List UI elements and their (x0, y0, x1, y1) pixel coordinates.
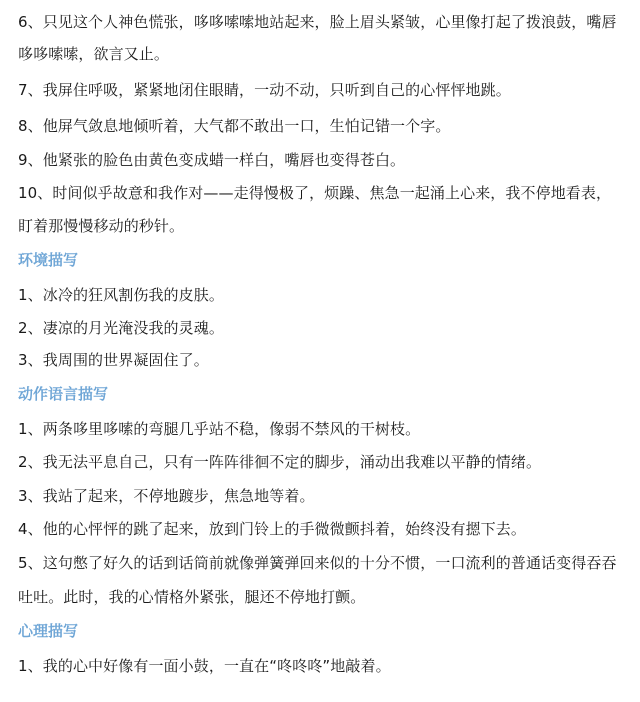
env-item-3: 3、我周围的世界凝固住了。 (18, 351, 209, 369)
list-item-7: 7、我屏住呼吸，紧紧地闭住眼睛，一动不动，只听到自己的心怦怦地跳。 (18, 81, 511, 99)
list-item-6-line-2: 哆哆嗦嗦，欲言又止。 (18, 45, 170, 63)
action-item-5-line-2: 吐吐。此时，我的心情格外紧张，腿还不停地打颤。 (18, 588, 366, 606)
section-heading-environment: 环境描写 (18, 251, 79, 269)
action-item-2: 2、我无法平息自己，只有一阵阵徘徊不定的脚步，涌动出我难以平静的情绪。 (18, 453, 542, 471)
action-item-1: 1、两条哆里哆嗦的弯腿几乎站不稳，像弱不禁风的干树枝。 (18, 420, 421, 438)
action-item-4: 4、他的心怦怦的跳了起来，放到门铃上的手微微颤抖着，始终没有摁下去。 (18, 520, 526, 538)
action-item-3: 3、我站了起来，不停地踱步，焦急地等着。 (18, 487, 315, 505)
section-heading-psychology: 心理描写 (18, 622, 79, 640)
env-item-2: 2、凄凉的月光淹没我的灵魂。 (18, 319, 224, 337)
section-heading-action-language: 动作语言描写 (18, 385, 109, 403)
psych-item-1: 1、我的心中好像有一面小鼓，一直在“咚咚咚”地敲着。 (18, 657, 391, 675)
list-item-10-line-1: 10、时间似乎故意和我作对——走得慢极了，烦躁、焦急一起涌上心来，我不停地看表， (18, 184, 612, 202)
action-item-5-line-1: 5、这句憋了好久的话到话筒前就像弹簧弹回来似的十分不惯，一口流利的普通话变得吞吞 (18, 554, 617, 572)
list-item-9: 9、他紧张的脸色由黄色变成蜡一样白，嘴唇也变得苍白。 (18, 151, 406, 169)
list-item-8: 8、他屏气敛息地倾听着，大气都不敢出一口，生怕记错一个字。 (18, 117, 451, 135)
env-item-1: 1、冰冷的狂风割伤我的皮肤。 (18, 286, 224, 304)
list-item-6-line-1: 6、只见这个人神色慌张，哆哆嗦嗦地站起来，脸上眉头紧皱，心里像打起了拨浪鼓，嘴唇 (18, 13, 617, 31)
list-item-10-line-2: 盯着那慢慢移动的秒针。 (18, 217, 185, 235)
